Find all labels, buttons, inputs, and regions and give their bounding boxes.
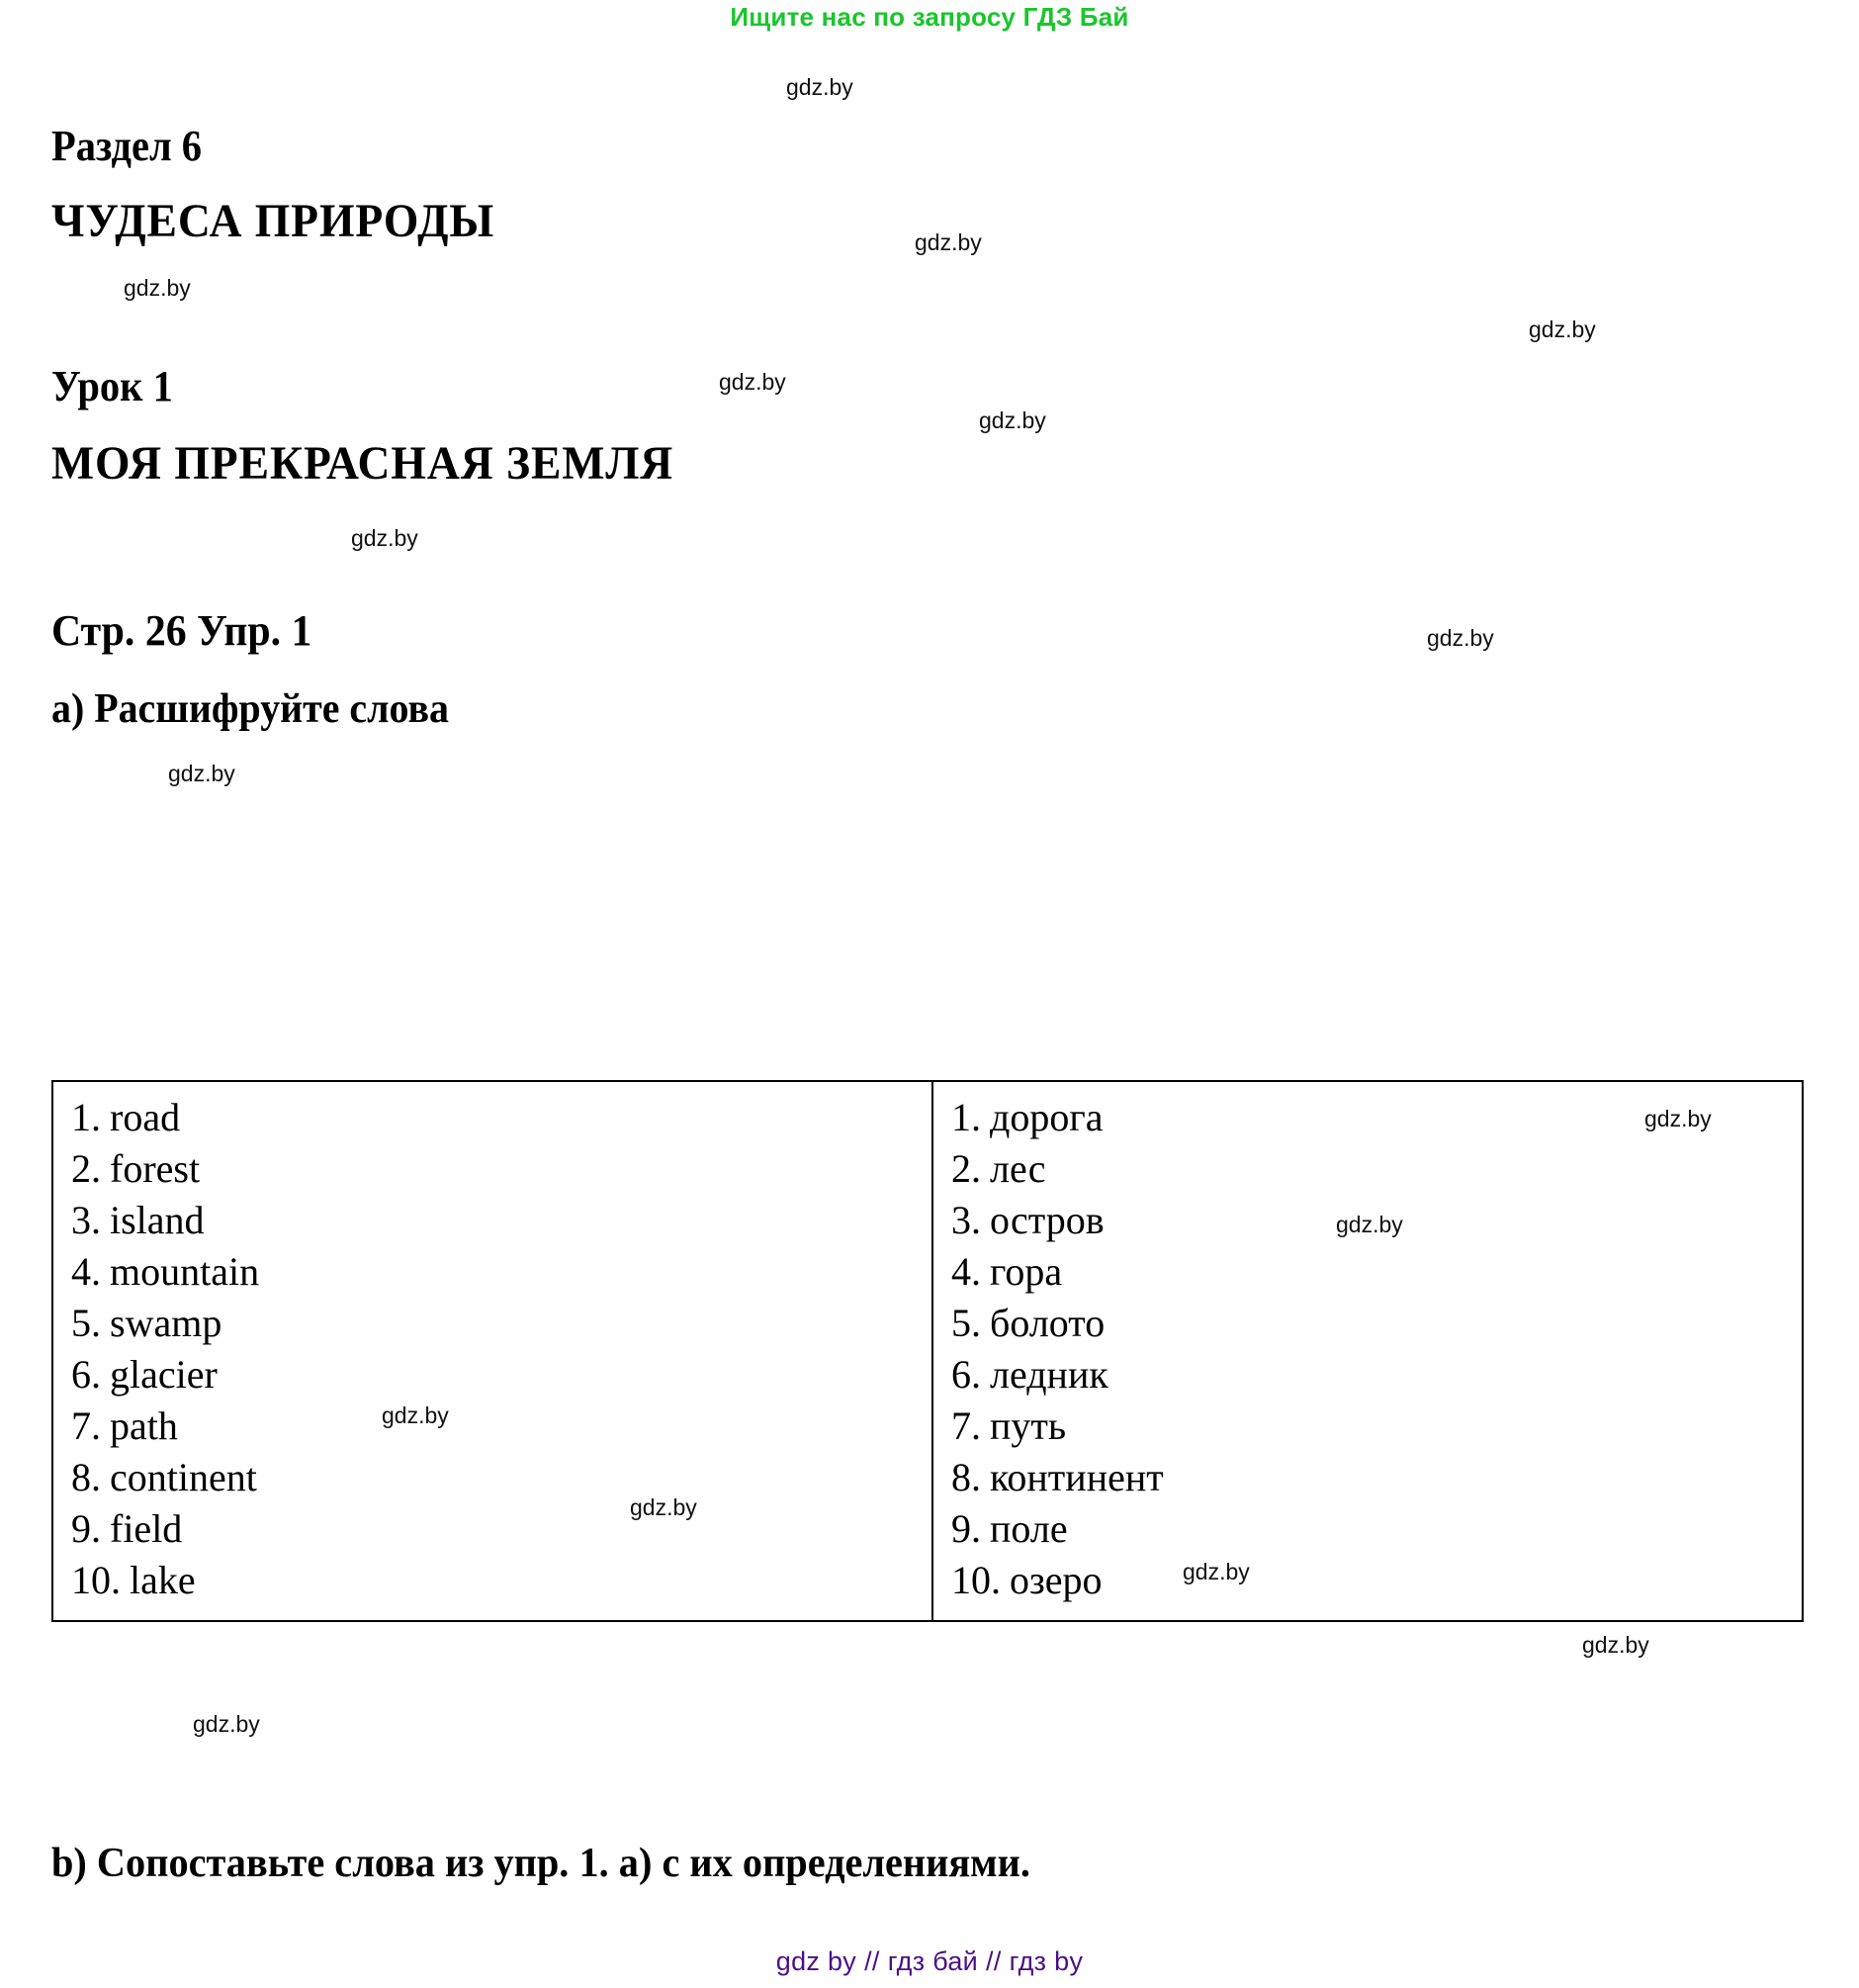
watermark-text: gdz.by (979, 407, 1046, 433)
list-item (53, 1092, 931, 1143)
task-a-instruction: a) Расшифруйте слова (51, 686, 449, 732)
page-exercise-reference: Стр. 26 Упр. 1 (51, 606, 312, 655)
watermark-text: gdz.by (786, 74, 853, 100)
list-item-number: 8. (951, 1455, 981, 1499)
list-item-number: 7. (951, 1403, 981, 1448)
vocabulary-table (51, 1080, 1804, 1622)
list-item-word: лес (990, 1146, 1046, 1191)
watermark-text: gdz.by (1183, 1559, 1250, 1584)
list-item-number: 10. (951, 1558, 1001, 1602)
list-item (933, 1195, 1802, 1246)
english-word-list (53, 1092, 931, 1606)
list-item-number: 7. (71, 1403, 101, 1448)
list-item-number: 6. (71, 1352, 101, 1397)
list-item-word: field (110, 1506, 183, 1551)
list-item (933, 1401, 1802, 1452)
watermark-text: gdz.by (351, 525, 418, 551)
list-item-word: болото (990, 1301, 1106, 1345)
list-item (933, 1092, 1802, 1143)
list-item-word: glacier (110, 1352, 218, 1397)
watermark-text: gdz.by (1336, 1212, 1403, 1237)
list-item-word: остров (990, 1198, 1105, 1242)
list-item-word: путь (990, 1403, 1067, 1448)
section-label: Раздел 6 (51, 122, 203, 170)
promo-header-text: Ищите нас по запросу ГДЗ Бай (730, 2, 1129, 32)
watermark-text: gdz.by (382, 1402, 449, 1428)
list-item (53, 1401, 931, 1452)
list-item-number: 10. (71, 1558, 121, 1602)
lesson-title: МОЯ ПРЕКРАСНАЯ ЗЕМЛЯ (51, 437, 674, 490)
footer-part-2: гдз бай (887, 1946, 979, 1976)
footer-separator-1: // (864, 1946, 880, 1976)
list-item-word: поле (990, 1506, 1068, 1551)
list-item-word: ледник (990, 1352, 1108, 1397)
list-item-number: 9. (951, 1506, 981, 1551)
list-item (933, 1555, 1802, 1606)
list-item (53, 1143, 931, 1195)
list-item (933, 1298, 1802, 1349)
watermark-text: gdz.by (1644, 1106, 1712, 1131)
list-item-number: 4. (951, 1249, 981, 1294)
list-item-word: forest (110, 1146, 201, 1191)
list-item (53, 1298, 931, 1349)
watermark-text: gdz.by (124, 275, 191, 301)
watermark-text: gdz.by (719, 369, 786, 395)
list-item-number: 1. (71, 1095, 101, 1139)
footer-part-1: gdz by (775, 1946, 857, 1976)
list-item-word: path (110, 1403, 178, 1448)
lesson-label: Урок 1 (51, 362, 173, 410)
list-item (53, 1195, 931, 1246)
list-item (53, 1349, 931, 1401)
list-item (53, 1555, 931, 1606)
list-item-number: 2. (71, 1146, 101, 1191)
list-item (933, 1143, 1802, 1195)
watermark-text: gdz.by (1582, 1632, 1649, 1658)
watermark-text: gdz.by (168, 761, 235, 786)
footer-brand (0, 1946, 1859, 1977)
list-item-word: mountain (110, 1249, 260, 1294)
list-item-number: 9. (71, 1506, 101, 1551)
list-item-word: континент (990, 1455, 1164, 1499)
task-b-instruction: b) Сопоставьте слова из упр. 1. a) с их определениями. (51, 1841, 1030, 1886)
list-item (933, 1452, 1802, 1503)
list-item-number: 2. (951, 1146, 981, 1191)
russian-word-list (933, 1092, 1802, 1606)
footer-separator-2: // (986, 1946, 1002, 1976)
watermark-text: gdz.by (1427, 625, 1494, 651)
list-item (933, 1503, 1802, 1555)
watermark-text: gdz.by (193, 1711, 260, 1737)
list-item-word: island (110, 1198, 205, 1242)
list-item-word: гора (990, 1249, 1063, 1294)
list-item-word: озеро (1010, 1558, 1103, 1602)
list-item-word: road (110, 1095, 181, 1139)
list-item-number: 6. (951, 1352, 981, 1397)
russian-words-cell (932, 1081, 1803, 1621)
list-item-number: 8. (71, 1455, 101, 1499)
list-item-number: 3. (71, 1198, 101, 1242)
list-item-number: 1. (951, 1095, 981, 1139)
watermark-text: gdz.by (1529, 316, 1596, 342)
watermark-text: gdz.by (915, 229, 982, 255)
list-item-number: 4. (71, 1249, 101, 1294)
list-item (933, 1349, 1802, 1401)
list-item (933, 1246, 1802, 1298)
watermark-text: gdz.by (630, 1494, 697, 1520)
list-item-word: continent (110, 1455, 257, 1499)
list-item (53, 1503, 931, 1555)
list-item-number: 3. (951, 1198, 981, 1242)
list-item-word: swamp (110, 1301, 222, 1345)
english-words-cell (52, 1081, 932, 1621)
list-item-word: lake (130, 1558, 196, 1602)
section-title: ЧУДЕСА ПРИРОДЫ (51, 195, 495, 247)
list-item (53, 1246, 931, 1298)
list-item-number: 5. (71, 1301, 101, 1345)
list-item (53, 1452, 931, 1503)
list-item-word: дорога (990, 1095, 1104, 1139)
table-row (52, 1081, 1803, 1621)
footer-part-3: гдз by (1009, 1946, 1084, 1976)
list-item-number: 5. (951, 1301, 981, 1345)
